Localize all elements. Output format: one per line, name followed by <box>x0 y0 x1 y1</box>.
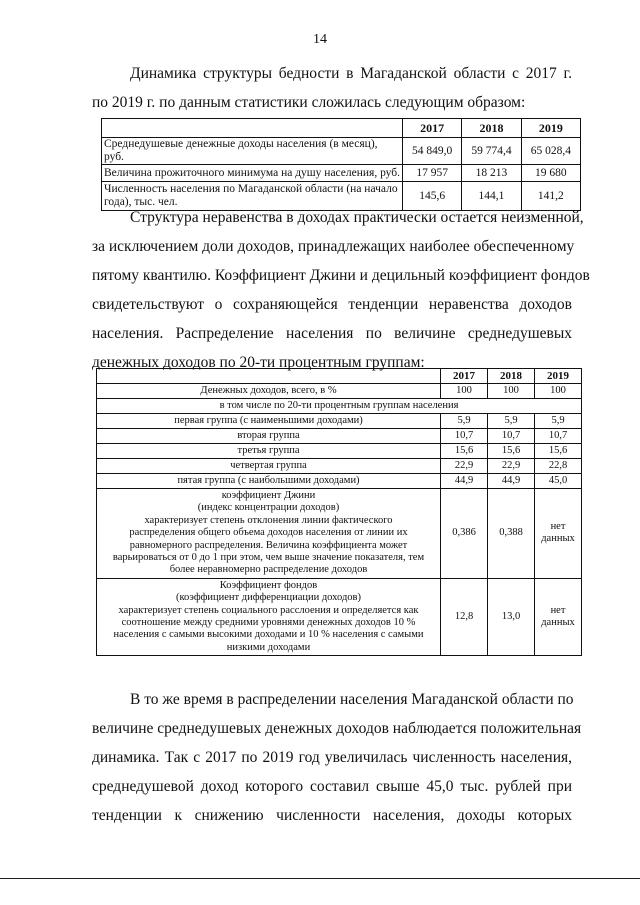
cell-value: 0,386 <box>441 489 488 579</box>
text-line: Структура неравенства в доходах практически остается неизменной, <box>130 209 584 226</box>
desc-line: населения с самыми высокими доходами и 10 % населения с самыми <box>113 629 424 641</box>
table-row <box>97 489 582 579</box>
desc-line: распределения общего объема доходов населения от линии их <box>129 527 408 539</box>
header-cell <box>97 369 441 384</box>
desc-line: характеризует степень социального расслоения и определяется как <box>118 604 419 616</box>
cell-value: 144,1 <box>462 182 521 211</box>
cell-value: 10,7 <box>535 429 582 444</box>
header-cell: 2017 <box>441 369 488 384</box>
table-row <box>97 578 582 655</box>
text-line: населения. Распределение населения по величине среднедушевых <box>92 325 572 342</box>
cell-value: 10,7 <box>488 429 535 444</box>
text-line: по 2019 г. по данным статистики сложилась следующим образом: <box>92 94 526 111</box>
gini-description <box>97 489 441 579</box>
cell-value: 44,9 <box>488 474 535 489</box>
cell-value: 10,7 <box>441 429 488 444</box>
cell-value: 15,6 <box>535 444 582 459</box>
table-row <box>97 459 582 474</box>
cell-value: 45,0 <box>535 474 582 489</box>
desc-line: соотношение между средними уровнями денежных доходов 10 % <box>121 617 416 629</box>
row-label: третья группа <box>97 444 441 459</box>
cell-value: 100 <box>488 384 535 399</box>
text-line: денежных доходов по 20-ти процентным группам: <box>92 354 425 371</box>
text-line: динамика. Так с 2017 по 2019 год увеличилась численность населения, <box>92 749 572 766</box>
dynamics-paragraph <box>92 685 582 830</box>
cell-value: 13,0 <box>488 578 535 655</box>
cell-value: 5,9 <box>535 414 582 429</box>
row-label: четвертая группа <box>97 459 441 474</box>
cell-value: 15,6 <box>441 444 488 459</box>
text-line: свидетельствуют о сохраняющейся тенденции неравенства доходов <box>92 296 572 313</box>
page-number: 14 <box>313 32 327 47</box>
table-subheader-row <box>97 399 582 414</box>
text-line: величине среднедушевых денежных доходов наблюдается положительная <box>92 720 582 737</box>
table-header-row <box>97 369 582 384</box>
cell-value: 59 774,4 <box>462 138 521 165</box>
table-row <box>97 384 582 399</box>
row-label: Величина прожиточного минимума на душу населения, руб. <box>102 165 403 182</box>
text-line: за исключением доли доходов, принадлежащих наиболее обеспеченному <box>92 238 575 255</box>
text-line: В то же время в распределении населения Магаданской области по <box>130 691 574 708</box>
desc-line: равномерного распределения. Величина коэффициента может <box>129 539 408 551</box>
text-line: тенденции к снижению численности населения, доходы которых <box>92 807 572 824</box>
cell-value: 100 <box>535 384 582 399</box>
poverty-dynamics-table <box>101 118 581 211</box>
row-label: вторая группа <box>97 429 441 444</box>
row-label: первая группа (с наименьшими доходами) <box>97 414 441 429</box>
cell-value: 15,6 <box>488 444 535 459</box>
cell-value: нет данных <box>535 489 582 579</box>
funds-description <box>97 578 441 655</box>
cell-value: 18 213 <box>462 165 521 182</box>
header-cell: 2019 <box>521 119 580 138</box>
desc-line: характеризует степень отклонения линии фактического <box>144 514 393 526</box>
cell-value: 65 028,4 <box>521 138 580 165</box>
header-cell: 2018 <box>462 119 521 138</box>
cell-value: 19 680 <box>521 165 580 182</box>
desc-line: (индекс концентрации доходов) <box>197 502 340 514</box>
cell-value: 0,388 <box>488 489 535 579</box>
row-label: Среднедушевые денежные доходы населения (в месяц), руб. <box>102 138 403 165</box>
desc-line: варьироваться от 0 до 1 при этом, чем выше значение показателя, тем <box>112 552 425 564</box>
desc-line: низкими доходами <box>226 641 311 653</box>
cell-value: 54 849,0 <box>403 138 462 165</box>
table-header-row <box>102 119 581 138</box>
desc-line: (коэффициент дифференциации доходов) <box>175 592 362 604</box>
cell-value: нет данных <box>535 578 582 655</box>
cell-value: 145,6 <box>403 182 462 211</box>
row-label: пятая группа (с наибольшими доходами) <box>97 474 441 489</box>
subheader-cell: в том числе по 20-ти процентным группам населения <box>97 399 582 414</box>
table-row <box>97 429 582 444</box>
cell-value: 22,8 <box>535 459 582 474</box>
header-cell: 2018 <box>488 369 535 384</box>
text-line: Динамика структуры бедности в Магаданской области с 2017 г. <box>130 65 572 82</box>
cell-value: 5,9 <box>441 414 488 429</box>
inequality-paragraph <box>92 203 590 377</box>
desc-line: коэффициент Джини <box>221 490 316 501</box>
table-row <box>102 138 581 165</box>
header-cell <box>102 119 403 138</box>
table-row <box>97 444 582 459</box>
table-row <box>97 414 582 429</box>
cell-value: 22,9 <box>488 459 535 474</box>
cell-value: 17 957 <box>403 165 462 182</box>
table-row <box>97 474 582 489</box>
cell-value: 5,9 <box>488 414 535 429</box>
cell-value: 141,2 <box>521 182 580 211</box>
row-label: Денежных доходов, всего, в % <box>97 384 441 399</box>
cell-value: 22,9 <box>441 459 488 474</box>
header-cell: 2017 <box>403 119 462 138</box>
intro-paragraph <box>92 59 572 117</box>
row-label: Численность населения по Магаданской области (на начало года), тыс. чел. <box>102 182 403 211</box>
text-line: среднедушевой доход которого составил свыше 45,0 тыс. рублей при <box>92 778 572 795</box>
cell-value: 100 <box>441 384 488 399</box>
cell-value: 12,8 <box>441 578 488 655</box>
table-row <box>102 165 581 182</box>
text-line: пятому квантилю. Коэффициент Джини и децильный коэффициент фондов <box>92 267 590 284</box>
cell-value: 44,9 <box>441 474 488 489</box>
desc-line: Коэффициент фондов <box>219 579 318 591</box>
footer-divider <box>0 878 640 879</box>
header-cell: 2019 <box>535 369 582 384</box>
desc-line: более неравномерно распределение доходов <box>169 564 368 576</box>
income-distribution-table <box>96 368 582 656</box>
